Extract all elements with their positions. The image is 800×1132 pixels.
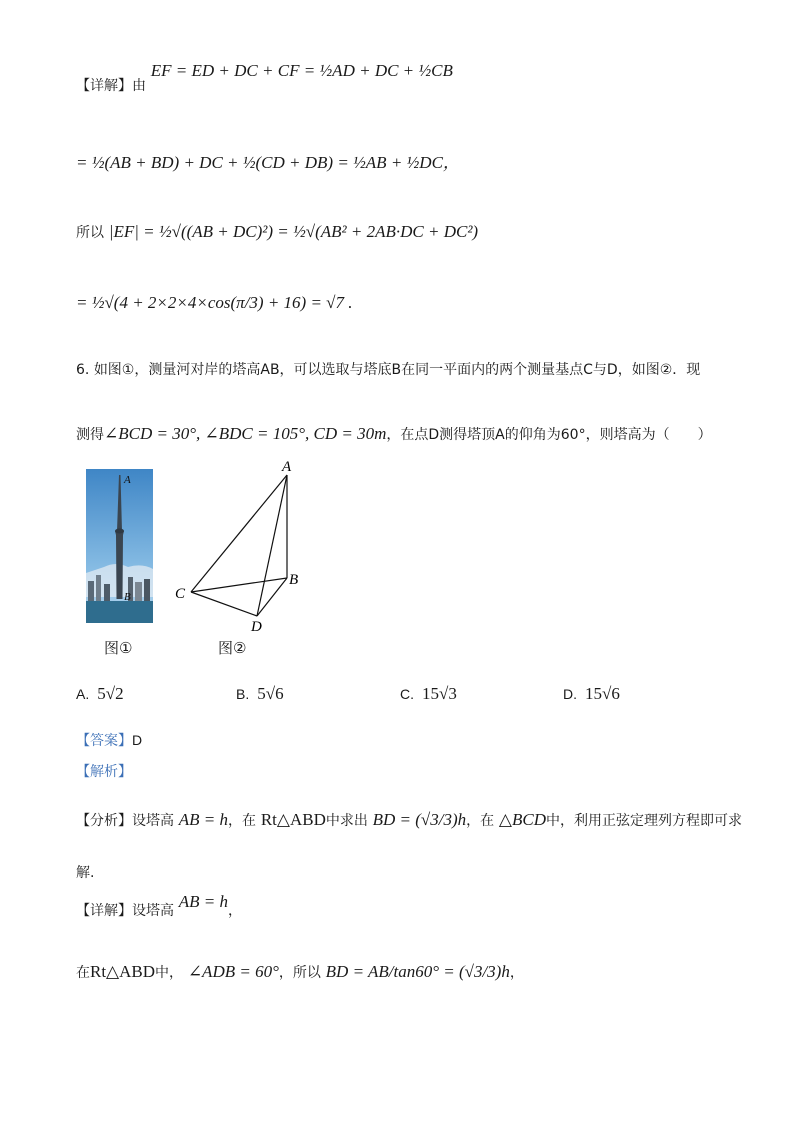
photo-building [104,584,110,601]
option-b-value: 5√6 [257,684,284,703]
analysis-line-2 [76,862,94,882]
detail-line-a [76,892,243,920]
photo-building [88,581,94,601]
question-given-values: ∠BCD = 30°, ∠BDC = 105°, CD = 30m [104,424,387,443]
detail-math-e: BD = AB/tan60° = (√3/3)h [325,962,510,981]
figure-2-diagram [170,456,310,636]
equation-1: EF = ED + DC + CF = ½AD + DC + ½CB [150,61,453,80]
so-word: 所以 [76,225,104,241]
by-word: 由 [132,78,146,94]
photo-building [135,582,142,601]
option-b-label: B. [236,686,250,702]
detail-line-1 [76,61,453,95]
question-line-2 [76,424,712,444]
photo-label-b: B [124,591,131,603]
equation-3: |EF| = ½√((AB + DC)²) = ½√(AB² + 2AB·DC + DC²) [108,222,479,241]
analysis-sub-tag: 【分析】 [76,813,132,829]
figure-1-caption: 图① [104,639,133,657]
detail-sub-tag: 【详解】 [76,903,132,919]
detail-text-f: ， [509,965,524,981]
detail-text-a: 设塔高 [132,903,174,919]
question-text-1: 如图①，测量河对岸的塔高AB，可以选取与塔底B在同一平面内的两个测量基点C与D，如图②．现 [93,362,701,378]
option-a-value: 5√2 [97,684,124,703]
photo-building [144,579,150,601]
detail-tag: 【详解】 [76,78,132,94]
analysis-text-c: 中求出 [325,813,368,829]
line-cb [191,578,287,592]
option-a[interactable] [76,684,124,704]
answer-line [76,730,142,750]
vertex-label-b: B [289,572,299,588]
analysis-text-e: 中，利用正弦定理列方程即可求 [546,813,742,829]
analysis-tag-line [76,761,132,781]
analysis-text-d: ，在 [466,813,495,829]
detail-text-e: ，所以 [278,965,321,981]
answer-tag: 【答案】 [76,733,132,749]
figure-1-tower-photo [86,469,153,623]
analysis-text-b: ，在 [228,813,257,829]
option-d-value: 15√6 [585,684,620,703]
vertex-label-d: D [251,619,262,635]
option-c-label: C. [400,686,414,702]
detail-text-b: ， [228,903,243,919]
analysis-math-c: BD = (√3/3)h [372,810,467,829]
analysis-math-d: △BCD [498,810,546,829]
line-ad [257,475,287,616]
option-c-value: 15√3 [422,684,457,703]
equation-2: = ½(AB + BD) + DC + ½(CD + DB) = ½AB + ½DC， [76,153,460,172]
line-ac [191,475,287,592]
line-cd [191,592,257,616]
photo-building [96,575,101,601]
photo-water [86,601,153,623]
option-c[interactable] [400,684,457,704]
detail-line-b [76,962,524,982]
option-d[interactable] [563,684,620,704]
figure-2-caption: 图② [218,639,247,657]
detail-math-d: ∠ADB = 60° [187,962,279,981]
answer-value: D [132,732,143,748]
option-a-label: A. [76,686,90,702]
analysis-math-a: AB = h [178,810,229,829]
photo-label-a: A [124,474,131,486]
equation-2-line [76,148,460,173]
analysis-tag: 【解析】 [76,764,132,780]
question-number: 6. [76,362,90,378]
vertex-label-c: C [175,586,186,602]
question-text-2-post: ，在点D测得塔顶A的仰角为60°，则塔高为（ ） [386,427,712,443]
detail-text-d: 中， [155,965,184,981]
question-text-2-pre: 测得 [76,427,104,443]
analysis-math-b: Rt△ABD [260,810,326,829]
analysis-text-a: 设塔高 [132,813,174,829]
detail-math-c: Rt△ABD [90,962,156,981]
equation-4: = ½√(4 + 2×2×4×cos(π/3) + 16) = √7 . [76,293,353,312]
equation-3-line [76,222,478,242]
vertex-label-a: A [282,459,292,475]
analysis-line-1 [76,810,742,830]
option-b[interactable] [236,684,284,704]
detail-text-c: 在 [76,965,90,981]
equation-4-line [76,293,353,313]
question-line-1 [76,359,700,379]
photo-tower-pod [115,529,124,534]
option-d-label: D. [563,686,577,702]
detail-math-a: AB = h [178,892,229,911]
analysis-text-f: 解. [76,865,95,881]
